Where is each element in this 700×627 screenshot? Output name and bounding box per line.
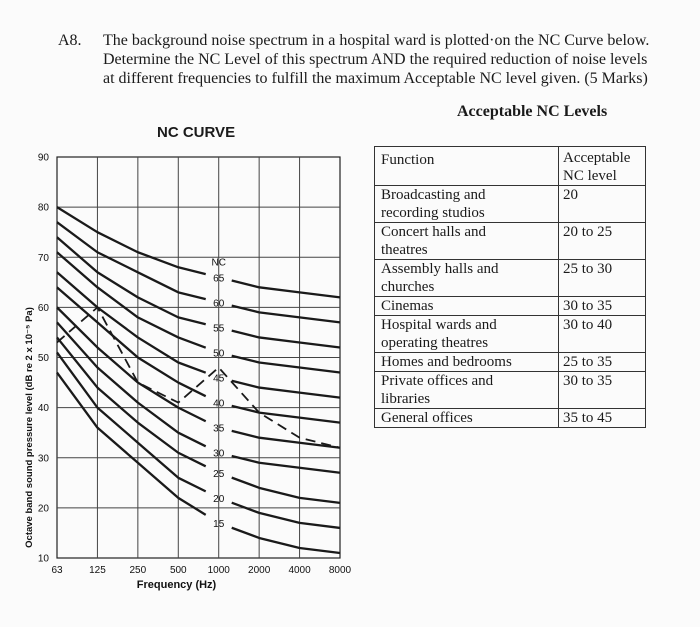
nc-curve-line: [232, 381, 340, 398]
nc-level-text: 25 to 30: [563, 261, 613, 277]
nc-header-label: NC: [211, 257, 226, 269]
nc-level-text: 30 to 40: [563, 317, 613, 333]
table-title: Acceptable NC Levels: [457, 103, 608, 120]
nc-level-cell: [559, 260, 646, 297]
x-tick-label: 125: [89, 565, 106, 576]
nc-curve-line: [57, 207, 206, 274]
function-cell: [375, 260, 559, 297]
nc-curve-label: 45: [213, 373, 225, 385]
function-text: Private offices and: [381, 373, 494, 389]
table-row: [375, 260, 646, 297]
question-number: A8.: [58, 32, 82, 49]
function-text: churches: [381, 279, 435, 295]
nc-level-cell: [559, 186, 646, 223]
x-tick-label: 2000: [248, 565, 271, 576]
question-line-1: The background noise spectrum in a hospital ward is plotted·on the NC Curve below.: [103, 32, 650, 49]
nc-curve-label: 55: [213, 323, 225, 335]
nc-level-text: 25 to 35: [563, 354, 613, 370]
nc-level-cell: [559, 353, 646, 372]
nc-curve-line: [232, 356, 340, 373]
function-text: Concert halls and: [381, 224, 486, 240]
function-text: General offices: [381, 410, 473, 426]
header-level: [559, 147, 646, 186]
table-row: [375, 297, 646, 316]
nc-curve-label: 20: [213, 493, 225, 505]
nc-curve-line: [232, 306, 340, 323]
nc-level-text: 20: [563, 187, 578, 203]
function-cell: [375, 186, 559, 223]
x-axis-title: Frequency (Hz): [136, 579, 217, 591]
table-row: [375, 223, 646, 260]
y-tick-label: 40: [37, 403, 49, 415]
nc-curve-line: [232, 456, 340, 473]
function-text: theatres: [381, 242, 428, 258]
nc-level-text: 30 to 35: [563, 373, 613, 389]
nc-curve-label: 15: [213, 518, 225, 530]
nc-curve-label: 35: [213, 423, 225, 435]
function-cell: [375, 372, 559, 409]
nc-level-cell: [559, 297, 646, 316]
nc-curve-line: [232, 503, 340, 528]
table-row: [375, 186, 646, 223]
function-text: Cinemas: [381, 298, 434, 314]
table-row: [375, 372, 646, 409]
nc-curve-line: [57, 222, 206, 299]
x-tick-label: 4000: [288, 565, 311, 576]
y-tick-label: 90: [37, 152, 49, 164]
question-line-2: Determine the NC Level of this spectrum AND the required reduction of noise levels: [103, 51, 648, 68]
function-text: Broadcasting and: [381, 187, 486, 203]
nc-curve-label: 50: [213, 348, 225, 360]
question-line-3: at different frequencies to fulfill the maximum Acceptable NC level given. (5 Marks): [103, 70, 648, 87]
x-tick-label: 8000: [328, 565, 352, 576]
y-axis-title: Octave band sound pressure level (dB re 2 x 10⁻⁵ Pa): [24, 307, 35, 548]
nc-curve-line: [232, 331, 340, 348]
nc-curve-label: 65: [213, 273, 225, 285]
y-tick-label: 20: [37, 503, 49, 515]
nc-curve-line: [57, 373, 206, 515]
y-tick-label: 80: [37, 202, 49, 214]
function-text: libraries: [381, 391, 431, 407]
y-tick-label: 70: [37, 252, 49, 264]
measured-spectrum-line: [57, 307, 340, 447]
function-cell: [375, 353, 559, 372]
nc-curve-line: [232, 478, 340, 503]
y-tick-label: 30: [37, 453, 49, 465]
x-tick-label: 250: [129, 565, 147, 576]
table-row: [375, 353, 646, 372]
chart-title: NC CURVE: [157, 124, 236, 141]
function-cell: [375, 409, 559, 428]
nc-curve-label: 30: [213, 448, 225, 460]
header-function: Function: [375, 147, 559, 186]
function-text: Homes and bedrooms: [381, 354, 512, 370]
nc-level-text: 30 to 35: [563, 298, 613, 314]
x-tick-label: 1000: [207, 565, 230, 576]
nc-level-cell: [559, 223, 646, 260]
function-text: recording studios: [381, 205, 485, 221]
table-row: [375, 409, 646, 428]
nc-curve-line: [232, 406, 340, 423]
nc-curve-label: 25: [213, 468, 225, 480]
y-tick-label: 60: [37, 302, 49, 314]
x-tick-label: 500: [169, 565, 187, 576]
nc-curve-line: [57, 287, 206, 396]
nc-curve-label: 60: [213, 298, 225, 310]
nc-curve-line: [232, 431, 340, 448]
nc-curve-label: 40: [213, 398, 225, 410]
nc-level-cell: [559, 372, 646, 409]
nc-curve-line: [232, 528, 340, 553]
y-tick-label: 10: [37, 553, 49, 565]
nc-level-cell: [559, 409, 646, 428]
function-cell: [375, 297, 559, 316]
function-text: operating theatres: [381, 335, 489, 351]
nc-level-cell: [559, 316, 646, 353]
nc-level-text: 35 to 45: [563, 410, 613, 426]
nc-curve-line: [57, 352, 206, 491]
function-text: Hospital wards and: [381, 317, 497, 333]
table-row: [375, 316, 646, 353]
function-text: Assembly halls and: [381, 261, 499, 277]
x-tick-label: 63: [51, 565, 63, 576]
acceptable-nc-table: [374, 146, 646, 428]
header-level-line2: NC level: [563, 168, 617, 184]
function-cell: [375, 223, 559, 260]
y-tick-label: 50: [37, 353, 49, 364]
table-header-row: [375, 147, 646, 186]
nc-level-text: 20 to 25: [563, 224, 613, 240]
header-level-line1: Acceptable: [563, 150, 631, 166]
nc-curve-line: [232, 281, 340, 298]
function-cell: [375, 316, 559, 353]
